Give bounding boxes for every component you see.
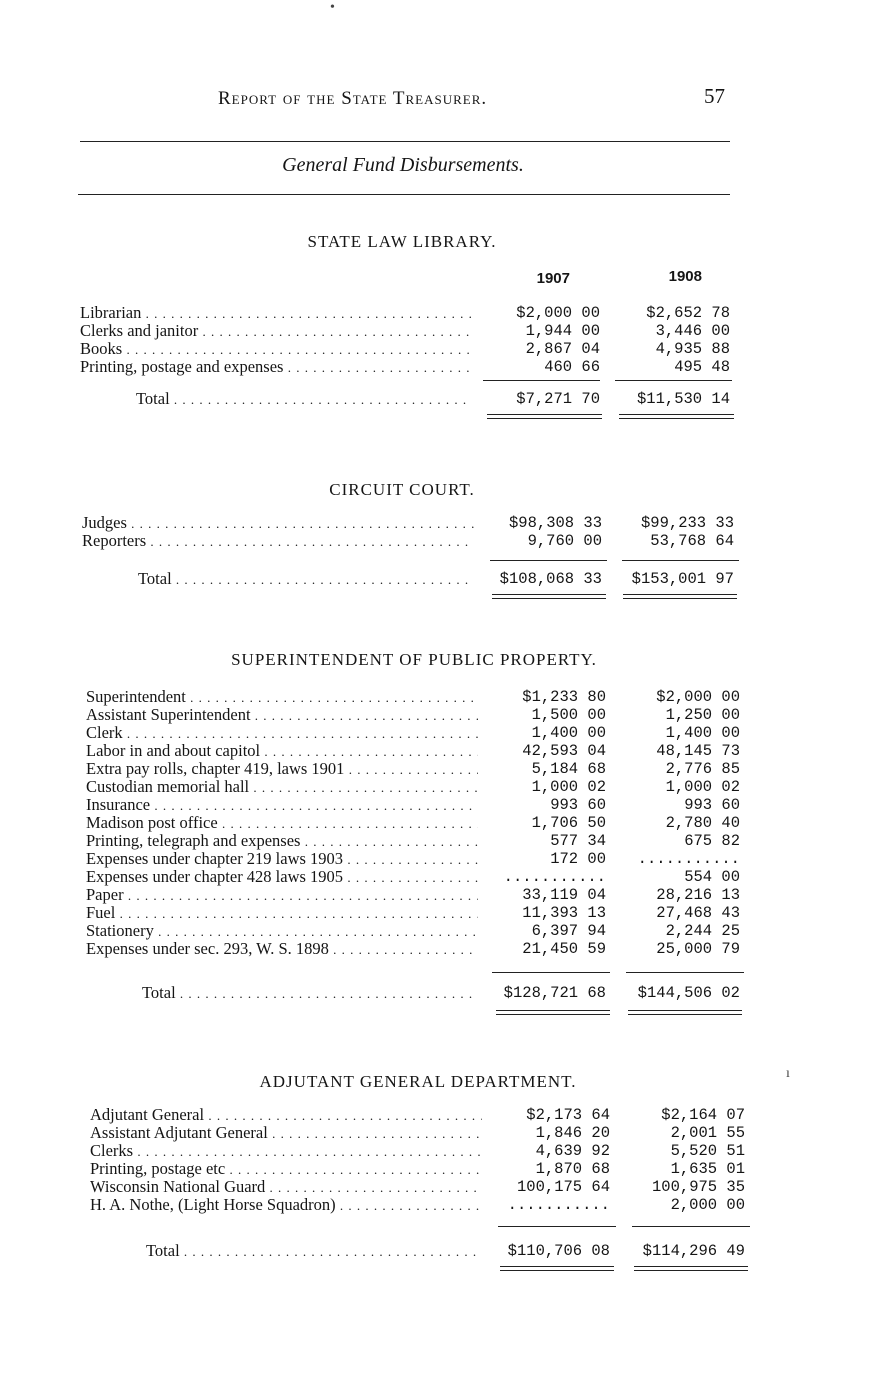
value-1908: 3,446 00 [655, 322, 730, 340]
section-circuit-court [82, 480, 742, 610]
scan-speck: • [330, 0, 335, 15]
total-row [86, 984, 746, 1002]
value-1908: 1,635 01 [670, 1160, 745, 1178]
subtotal-rule [483, 380, 600, 381]
value-1907: $98,308 33 [508, 514, 602, 532]
value-1907: 100,175 64 [516, 1178, 610, 1196]
section-title: STATE LAW LIBRARY. [307, 232, 497, 251]
value-1908: 4,935 88 [655, 340, 730, 358]
value-1908: $2,000 00 [656, 688, 740, 706]
total-1908: $153,001 97 [631, 570, 734, 588]
value-1907: 1,944 00 [525, 322, 600, 340]
scan-speck: ı [786, 1066, 790, 1081]
value-1907: 1,706 50 [531, 814, 606, 832]
row-label: Fuel . . . [86, 904, 478, 923]
row-label: H. A. Nothe, (Light Horse Squadron) . . . [90, 1196, 482, 1215]
value-1908: 5,520 51 [670, 1142, 745, 1160]
value-1908: 100,975 35 [651, 1178, 745, 1196]
value-1907: $1,233 80 [522, 688, 606, 706]
value-1907: 4,639 92 [535, 1142, 610, 1160]
total-row [80, 390, 740, 408]
total-label: Total . . . [90, 1242, 482, 1261]
total-1907: $110,706 08 [507, 1242, 610, 1260]
row-label: Clerk . . . [86, 724, 478, 743]
value-1907: 460 66 [544, 358, 600, 376]
value-1908: 1,400 00 [665, 724, 740, 742]
row-label: Judges . . . [82, 514, 474, 533]
value-1908: 2,000 00 [670, 1196, 745, 1214]
table-row [86, 778, 746, 796]
year-1907-heading: 1907 [536, 270, 570, 287]
value-1908: 1,250 00 [665, 706, 740, 724]
row-label: Extra pay rolls, chapter 419, laws 1901 . . . [86, 760, 478, 779]
subtotal-rule [615, 380, 732, 381]
value-1908: 2,244 25 [665, 922, 740, 940]
section-law-library [80, 232, 740, 432]
total-double-rule [487, 414, 602, 419]
section-adjutant-general [90, 1072, 750, 1282]
value-1907: 33,119 04 [522, 886, 606, 904]
value-1907: 1,870 68 [535, 1160, 610, 1178]
subtotal-rule [490, 560, 607, 561]
value-1907: 993 60 [550, 796, 606, 814]
section-title: SUPERINTENDENT OF PUBLIC PROPERTY. [231, 650, 597, 669]
table-row [90, 1196, 750, 1214]
row-label: Clerks and janitor . . . [80, 322, 472, 341]
row-label: Printing, postage etc . . . [90, 1160, 482, 1179]
row-label: Reporters . . . [82, 532, 474, 551]
total-label: Total . . . [86, 984, 478, 1003]
page-number: 57 [704, 84, 725, 108]
table-row [86, 850, 746, 868]
row-label: Madison post office . . . [86, 814, 478, 833]
subtitle-rule [78, 194, 730, 195]
value-1908: 48,145 73 [656, 742, 740, 760]
table-row [86, 706, 746, 724]
value-1908: 28,216 13 [656, 886, 740, 904]
value-1908: 993 60 [684, 796, 740, 814]
table-row [86, 724, 746, 742]
total-1907: $7,271 70 [516, 390, 600, 408]
row-label: Assistant Adjutant General . . . [90, 1124, 482, 1143]
value-1907: 5,184 68 [531, 760, 606, 778]
value-1907: 577 34 [550, 832, 606, 850]
value-1908: 554 00 [684, 868, 740, 886]
value-1908: $2,652 78 [646, 304, 730, 322]
value-1907: ........... [503, 868, 606, 886]
table-row [82, 532, 742, 550]
subtotal-rule [622, 560, 739, 561]
page-subtitle: General Fund Disbursements. [282, 154, 524, 176]
table-row [80, 322, 740, 340]
value-1908: 495 48 [674, 358, 730, 376]
total-double-rule [634, 1266, 748, 1271]
subtotal-rule [492, 972, 610, 973]
row-label: Printing, telegraph and expenses . . . [86, 832, 478, 851]
row-label: Books . . . [80, 340, 472, 359]
total-1908: $11,530 14 [636, 390, 730, 408]
value-1908: 2,776 85 [665, 760, 740, 778]
total-double-rule [500, 1266, 614, 1271]
table-row [90, 1124, 750, 1142]
section-title: ADJUTANT GENERAL DEPARTMENT. [259, 1072, 577, 1091]
page-header [0, 84, 883, 114]
top-rule [80, 141, 730, 142]
row-label: Wisconsin National Guard . . . [90, 1178, 482, 1197]
row-label: Custodian memorial hall . . . [86, 778, 478, 797]
table-row [82, 514, 742, 532]
row-label: Labor in and about capitol . . . [86, 742, 478, 761]
table-row [86, 940, 746, 958]
value-1908: 2,780 40 [665, 814, 740, 832]
row-label: Expenses under chapter 428 laws 1905 . . . [86, 868, 478, 887]
table-row [86, 868, 746, 886]
section-title: CIRCUIT COURT. [329, 480, 475, 499]
table-row [80, 304, 740, 322]
total-double-rule [628, 1010, 742, 1015]
value-1907: 172 00 [550, 850, 606, 868]
subtotal-rule [498, 1226, 616, 1227]
table-row [90, 1106, 750, 1124]
total-row [82, 570, 742, 588]
value-1908: 27,468 43 [656, 904, 740, 922]
row-label: Printing, postage and expenses . . . [80, 358, 472, 377]
value-1908: 25,000 79 [656, 940, 740, 958]
row-label: Insurance . . . [86, 796, 478, 815]
value-1907: 9,760 00 [527, 532, 602, 550]
value-1907: 1,000 02 [531, 778, 606, 796]
table-row [80, 340, 740, 358]
running-title: Report of the State Treasurer. [218, 88, 488, 109]
subtotal-rule [632, 1226, 750, 1227]
table-row [86, 922, 746, 940]
total-1908: $114,296 49 [642, 1242, 745, 1260]
value-1907: 2,867 04 [525, 340, 600, 358]
total-double-rule [496, 1010, 610, 1015]
value-1908: $2,164 07 [661, 1106, 745, 1124]
value-1907: 21,450 59 [522, 940, 606, 958]
row-label: Paper . . . [86, 886, 478, 905]
row-label: Adjutant General . . . [90, 1106, 482, 1125]
table-row [90, 1178, 750, 1196]
row-label: Assistant Superintendent . . . [86, 706, 478, 725]
value-1908: 1,000 02 [665, 778, 740, 796]
table-row [86, 904, 746, 922]
subtotal-rule [626, 972, 744, 973]
table-row [86, 832, 746, 850]
value-1907: 6,397 94 [531, 922, 606, 940]
section-public-property [86, 650, 746, 1030]
year-1908-heading: 1908 [668, 268, 702, 285]
value-1908: ........... [637, 850, 740, 868]
table-row [90, 1160, 750, 1178]
total-1907: $128,721 68 [503, 984, 606, 1002]
table-row [86, 886, 746, 904]
value-1907: $2,000 00 [516, 304, 600, 322]
value-1908: 675 82 [684, 832, 740, 850]
table-row [86, 760, 746, 778]
row-label: Expenses under sec. 293, W. S. 1898 . . . [86, 940, 478, 959]
value-1907: ........... [507, 1196, 610, 1214]
value-1907: 1,400 00 [531, 724, 606, 742]
value-1908: 2,001 55 [670, 1124, 745, 1142]
row-label: Clerks . . . [90, 1142, 482, 1161]
value-1907: 1,846 20 [535, 1124, 610, 1142]
total-double-rule [623, 594, 737, 599]
total-1907: $108,068 33 [499, 570, 602, 588]
total-1908: $144,506 02 [637, 984, 740, 1002]
value-1907: 1,500 00 [531, 706, 606, 724]
table-row [86, 814, 746, 832]
value-1908: 53,768 64 [650, 532, 734, 550]
table-row [86, 688, 746, 706]
total-label: Total . . . [80, 390, 472, 409]
row-label: Stationery . . . [86, 922, 478, 941]
table-row [80, 358, 740, 376]
table-row [86, 742, 746, 760]
total-label: Total . . . [82, 570, 474, 589]
total-row [90, 1242, 750, 1260]
row-label: Librarian . . . [80, 304, 472, 323]
row-label: Expenses under chapter 219 laws 1903 . . . [86, 850, 478, 869]
table-row [86, 796, 746, 814]
value-1907: $2,173 64 [526, 1106, 610, 1124]
row-label: Superintendent . . . [86, 688, 478, 707]
total-double-rule [619, 414, 734, 419]
table-row [90, 1142, 750, 1160]
value-1907: 11,393 13 [522, 904, 606, 922]
value-1908: $99,233 33 [640, 514, 734, 532]
value-1907: 42,593 04 [522, 742, 606, 760]
total-double-rule [492, 594, 606, 599]
